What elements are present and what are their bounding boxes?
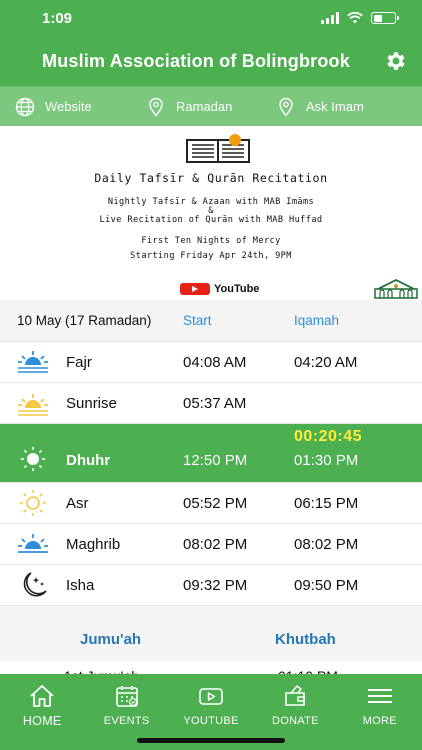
prayer-start-time: 05:37 AM	[183, 394, 247, 412]
youtube-play-icon	[180, 283, 210, 295]
tab-home[interactable]	[0, 674, 84, 750]
status-time: 1:09	[42, 9, 73, 27]
ask-imam-link-label: Ask Imam	[306, 99, 364, 114]
prayer-start-time: 08:02 PM	[183, 535, 248, 553]
prayer-start-time: 12:50 PM	[183, 452, 248, 469]
open-book-icon	[185, 134, 251, 164]
prayer-name: Isha	[66, 576, 95, 594]
prayer-name: Sunrise	[66, 394, 117, 412]
website-link-label: Website	[45, 99, 92, 114]
khutbah-column-header: Khutbah	[275, 631, 336, 648]
prayer-table-header	[0, 300, 422, 342]
prayer-start-time: 05:52 PM	[183, 494, 248, 512]
gear-icon[interactable]	[384, 49, 408, 73]
banner-line: Nightly Tafsīr & Azaan with MAB Imāms	[107, 197, 315, 207]
wifi-icon	[347, 12, 363, 24]
prayer-iqamah-time: 09:50 PM	[294, 576, 359, 594]
section-divider	[0, 606, 422, 619]
tab-label: MORE	[362, 715, 397, 727]
prayer-iqamah-time: 06:15 PM	[294, 494, 359, 512]
quick-links-bar	[0, 86, 422, 126]
iqamah-column-header: Iqamah	[294, 313, 340, 328]
tafsir-banner[interactable]	[0, 126, 422, 300]
globe-icon	[15, 97, 35, 117]
banner-line: Live Recitation of Qurān with MAB Huffad	[99, 215, 323, 225]
banner-line: First Ten Nights of Mercy	[141, 236, 281, 246]
start-column-header: Start	[183, 313, 212, 328]
prayer-row-fajr[interactable]	[0, 342, 422, 383]
home-indicator[interactable]	[137, 738, 285, 743]
mab-mosque-logo	[374, 277, 418, 299]
home-icon	[29, 684, 55, 708]
banner-line: Starting Friday Apr 24th, 9PM	[130, 251, 292, 261]
prayer-start-time: 04:08 AM	[183, 353, 247, 371]
prayer-iqamah-time: 04:20 AM	[294, 353, 358, 371]
menu-icon	[367, 684, 393, 708]
tab-label: EVENTS	[103, 715, 150, 727]
battery-icon	[371, 12, 396, 24]
banner-title: Daily Tafsīr & Qurān Recitation	[94, 171, 328, 185]
prayer-iqamah-time: 08:02 PM	[294, 535, 359, 553]
prayer-row-maghrib[interactable]	[0, 524, 422, 565]
donate-icon	[282, 684, 308, 708]
prayer-row-isha[interactable]	[0, 565, 422, 606]
status-bar	[0, 0, 422, 36]
app-title: Muslim Association of Bolingbrook	[42, 50, 350, 71]
ramadan-link-label: Ramadan	[176, 99, 233, 114]
website-link[interactable]	[15, 97, 92, 117]
cellular-signal-icon	[321, 12, 339, 24]
sunrise-icon	[16, 389, 50, 417]
moon-icon	[16, 571, 50, 599]
sun-icon	[16, 489, 50, 517]
prayer-name: Dhuhr	[66, 452, 111, 469]
ramadan-link[interactable]	[146, 97, 232, 117]
prayer-name: Asr	[66, 494, 89, 512]
calendar-icon	[114, 684, 140, 708]
banner-ampersand: &	[208, 206, 214, 216]
prayer-iqamah-time: 01:30 PM	[294, 452, 359, 469]
prayer-name: Fajr	[66, 353, 92, 371]
video-icon	[198, 684, 224, 708]
next-prayer-countdown: 00:20:45	[294, 428, 363, 445]
location-pin-icon	[276, 97, 296, 117]
prayer-date: 10 May (17 Ramadan)	[17, 313, 152, 328]
tab-more[interactable]	[338, 674, 422, 750]
sunrise-icon	[16, 348, 50, 376]
jumuah-header	[0, 619, 422, 661]
jumuah-column-header: Jumu'ah	[80, 631, 142, 648]
prayer-row-sunrise[interactable]	[0, 383, 422, 424]
youtube-logo-text: YouTube	[214, 283, 260, 295]
status-icons	[321, 12, 396, 24]
location-pin-icon	[146, 97, 166, 117]
prayer-row-asr[interactable]	[0, 483, 422, 524]
prayer-start-time: 09:32 PM	[183, 576, 248, 594]
tab-label: YOUTUBE	[183, 715, 239, 727]
app-header	[0, 36, 422, 86]
sunset-icon	[16, 530, 50, 558]
ask-imam-link[interactable]	[276, 97, 364, 117]
youtube-logo	[180, 283, 259, 295]
tab-label: DONATE	[272, 715, 319, 727]
sun-icon	[16, 446, 50, 472]
tab-label: HOME	[22, 714, 62, 728]
prayer-row-dhuhr[interactable]	[0, 424, 422, 483]
prayer-name: Maghrib	[66, 535, 121, 553]
